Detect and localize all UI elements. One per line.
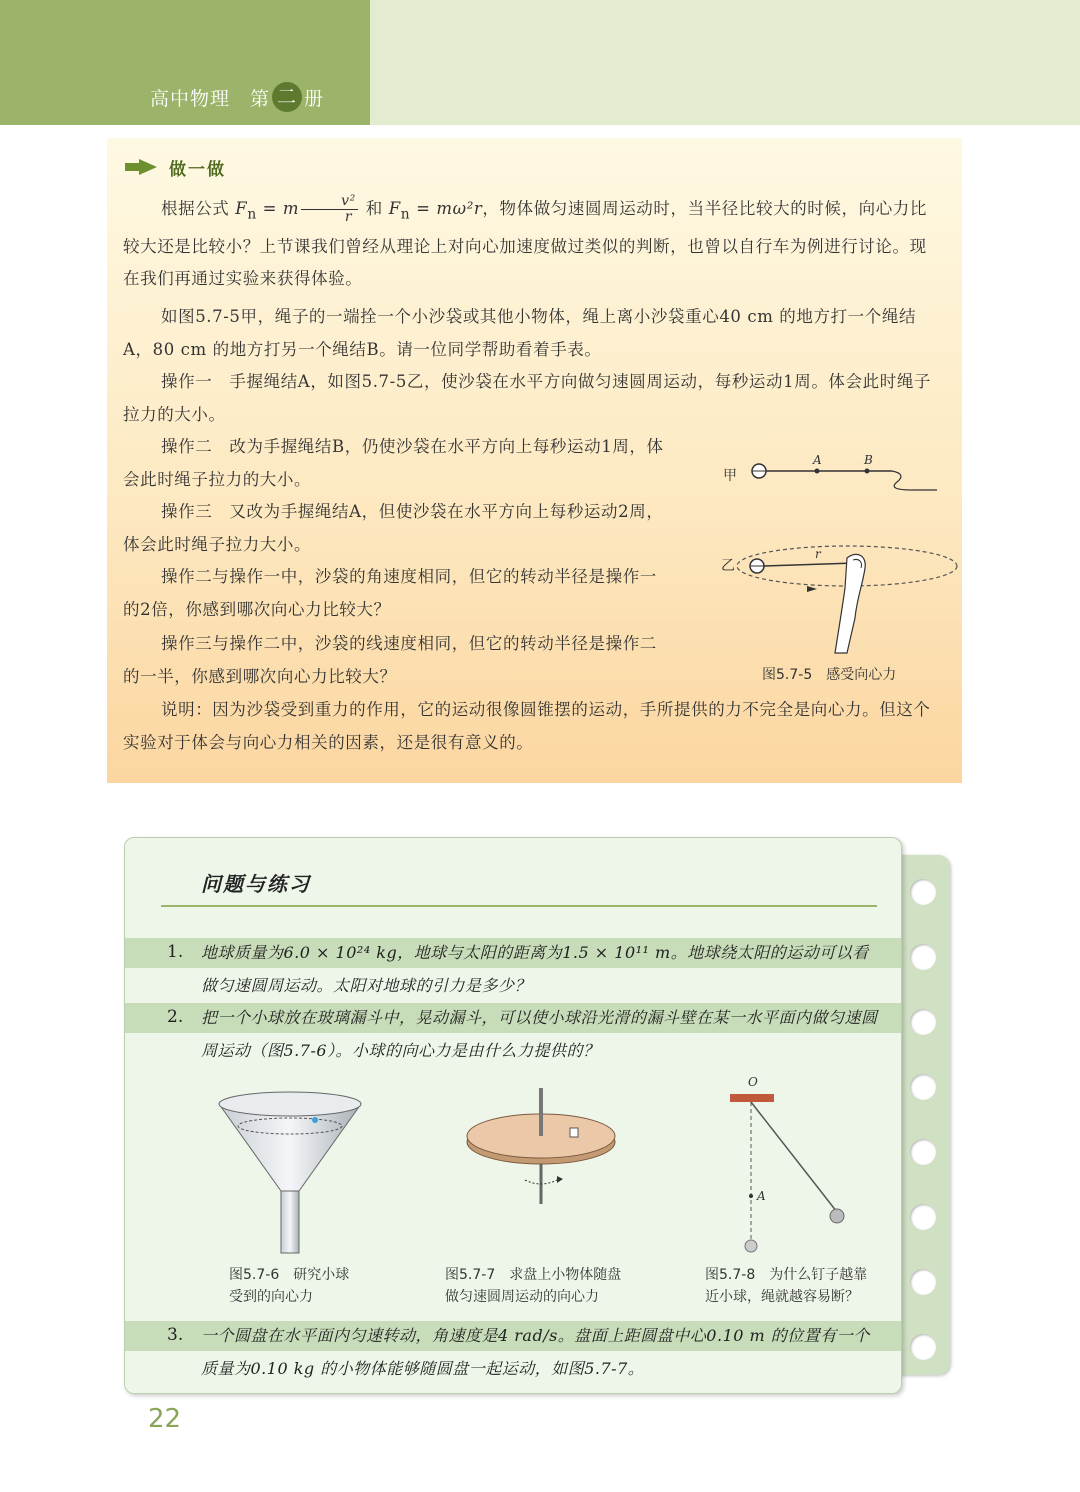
figure-5-7-8-caption: 图5.7-8 为什么钉子越靠 近小球，绳就越容易断？ [705, 1267, 868, 1305]
rest-ball-icon [745, 1240, 757, 1252]
operation-2-text: 操作二 改为手握绳结B，仍使沙袋在水平方向上每秒运动1周，体会此时绳子拉力的大小。 [123, 437, 664, 489]
binder-ring-icon [910, 879, 936, 905]
formula-intro: 根据公式 [161, 199, 230, 218]
comparison-1-text: 操作二与操作一中，沙袋的角速度相同，但它的转动半径是操作一的2倍，你感到哪次向心力比较大？ [123, 567, 657, 619]
page-number: 22 [148, 1404, 182, 1434]
knot-A [815, 469, 820, 474]
binder-ring-icon [910, 944, 936, 970]
funnel-cone [219, 1104, 361, 1191]
header-light-band [370, 0, 1080, 125]
arrow-icon [139, 159, 157, 175]
question-2-number: 2. [167, 1007, 184, 1027]
binder-ring-icon [910, 1204, 936, 1230]
exercise-title-rule [161, 905, 877, 907]
figure-5-7-5 [707, 438, 962, 698]
figure-5-7-5-caption: 图5.7-5 感受向心力 [762, 667, 897, 683]
activity-paragraph-4 [123, 431, 668, 627]
figure-5-7-7-disk [461, 1086, 621, 1206]
sandbag-icon [752, 464, 766, 478]
ball-icon [312, 1117, 318, 1123]
sandbag-icon-2 [750, 559, 764, 573]
binder-ring-icon [910, 1074, 936, 1100]
activity-heading [125, 154, 226, 180]
figure-5-7-6-caption: 图5.7-6 研究小球 受到的向心力 [229, 1267, 350, 1305]
activity-box [107, 138, 962, 783]
binder-ring-icon [910, 1139, 936, 1165]
figure-5-7-8-pendulum [715, 1070, 855, 1260]
formula-1: $F_n = m$ $\frac{\text{v²}}{r}$ [235, 193, 356, 225]
subject-label: 高中物理 [150, 87, 231, 110]
activity-paragraph-5: 操作三与操作二中，沙袋的线速度相同，但它的转动半径是操作二的一半，你感到哪次向心力比较大？ [123, 634, 657, 686]
direction-arrow-icon [807, 586, 817, 592]
question-3-text: 一个圆盘在水平面内匀速转动，角速度是4 rad/s。盘面上距圆盘中心0.10 m 的位置有一个质量为0.10 kg 的小物体能够随圆盘一起运动，如图5.7-7。 [201, 1326, 870, 1378]
hand-icon [835, 554, 865, 653]
activity-heading-label: 做一做 [169, 159, 226, 180]
volume-number-badge: 二 [272, 82, 302, 112]
formula-mid: 和 [365, 199, 383, 218]
operation-3-text: 操作三 又改为手握绳结A，但使沙袋在水平方向上每秒运动2周，体会此时绳子拉力大小。 [123, 502, 664, 554]
small-object-icon [570, 1128, 578, 1137]
binder-ring-icon [910, 1334, 936, 1360]
question-2-text: 把一个小球放在玻璃漏斗中，晃动漏斗，可以使小球沿光滑的漏斗壁在某一水平面内做匀速圆周运动（图5.7-6）。小球的向心力是由什么力提供的？ [201, 1008, 878, 1060]
question-1-text: 地球质量为6.0 × 10²⁴ kg，地球与太阳的距离为1.5 × 10¹¹ m。地球绕太阳的运动可以看做匀速圆周运动。太阳对地球的引力是多少？ [201, 943, 869, 995]
rope-radius [764, 563, 855, 566]
figure-5-7-7-caption: 图5.7-7 求盘上小物体随盘 做匀速圆周运动的向心力 [445, 1267, 622, 1305]
volume-suffix: 册 [304, 87, 325, 110]
activity-paragraph-3: 操作一 手握绳结A，如图5.7-5乙，使沙袋在水平方向做匀速圆周运动，每秒运动1周。体会此时绳子拉力的大小。 [123, 372, 932, 424]
exercise-panel [124, 837, 902, 1394]
rope-end [892, 471, 937, 490]
activity-paragraph-1-rest: ，物体做匀速圆周运动时，当半径比较大的时候，向心力比较大还是比较小？上节课我们曾经从理论上对向心加速度做过类似的判断，也曾以自行车为例进行讨论。现在我们再通过实验来获得体验。 [123, 199, 928, 289]
binder-ring-icon [910, 1009, 936, 1035]
fig578-label-A: A [757, 1189, 766, 1203]
activity-paragraph-1 [123, 193, 943, 296]
knot-B [865, 469, 870, 474]
fig578-label-O: O [748, 1075, 758, 1089]
volume-prefix: 第 [250, 87, 271, 110]
question-3-number: 3. [167, 1325, 184, 1345]
activity-paragraph-2: 如图5.7-5甲，绳子的一端拴一个小沙袋或其他小物体，绳上离小沙袋重心40 cm 的地方打一个绳结A，80 cm 的地方打另一个绳结B。请一位同学帮助看着手表。 [123, 307, 917, 359]
formula-2: $F_n = m\omega^2r$ [388, 199, 483, 223]
fig-label-B: B [864, 453, 873, 467]
nail-bar [730, 1094, 774, 1102]
fig-label-r: r [815, 547, 821, 561]
figure-5-7-6-funnel [215, 1086, 365, 1256]
book-title [150, 82, 324, 112]
activity-paragraph-6: 说明：因为沙袋受到重力的作用，它的运动很像圆锥摆的运动，手所提供的力不完全是向心力。但这个实验对于体会与向心力相关的因素，还是很有意义的。 [123, 700, 931, 752]
binder-ring-icon [910, 1269, 936, 1295]
pendulum-ball-icon [830, 1209, 844, 1223]
exercise-title: 问题与练习 [201, 872, 311, 896]
nail-A [749, 1194, 753, 1198]
fig-label-A: A [813, 453, 822, 467]
question-1-number: 1. [167, 942, 184, 962]
fig-label-jia: 甲 [723, 468, 737, 484]
fig-label-yi: 乙 [721, 558, 735, 574]
funnel-stem [281, 1191, 299, 1253]
